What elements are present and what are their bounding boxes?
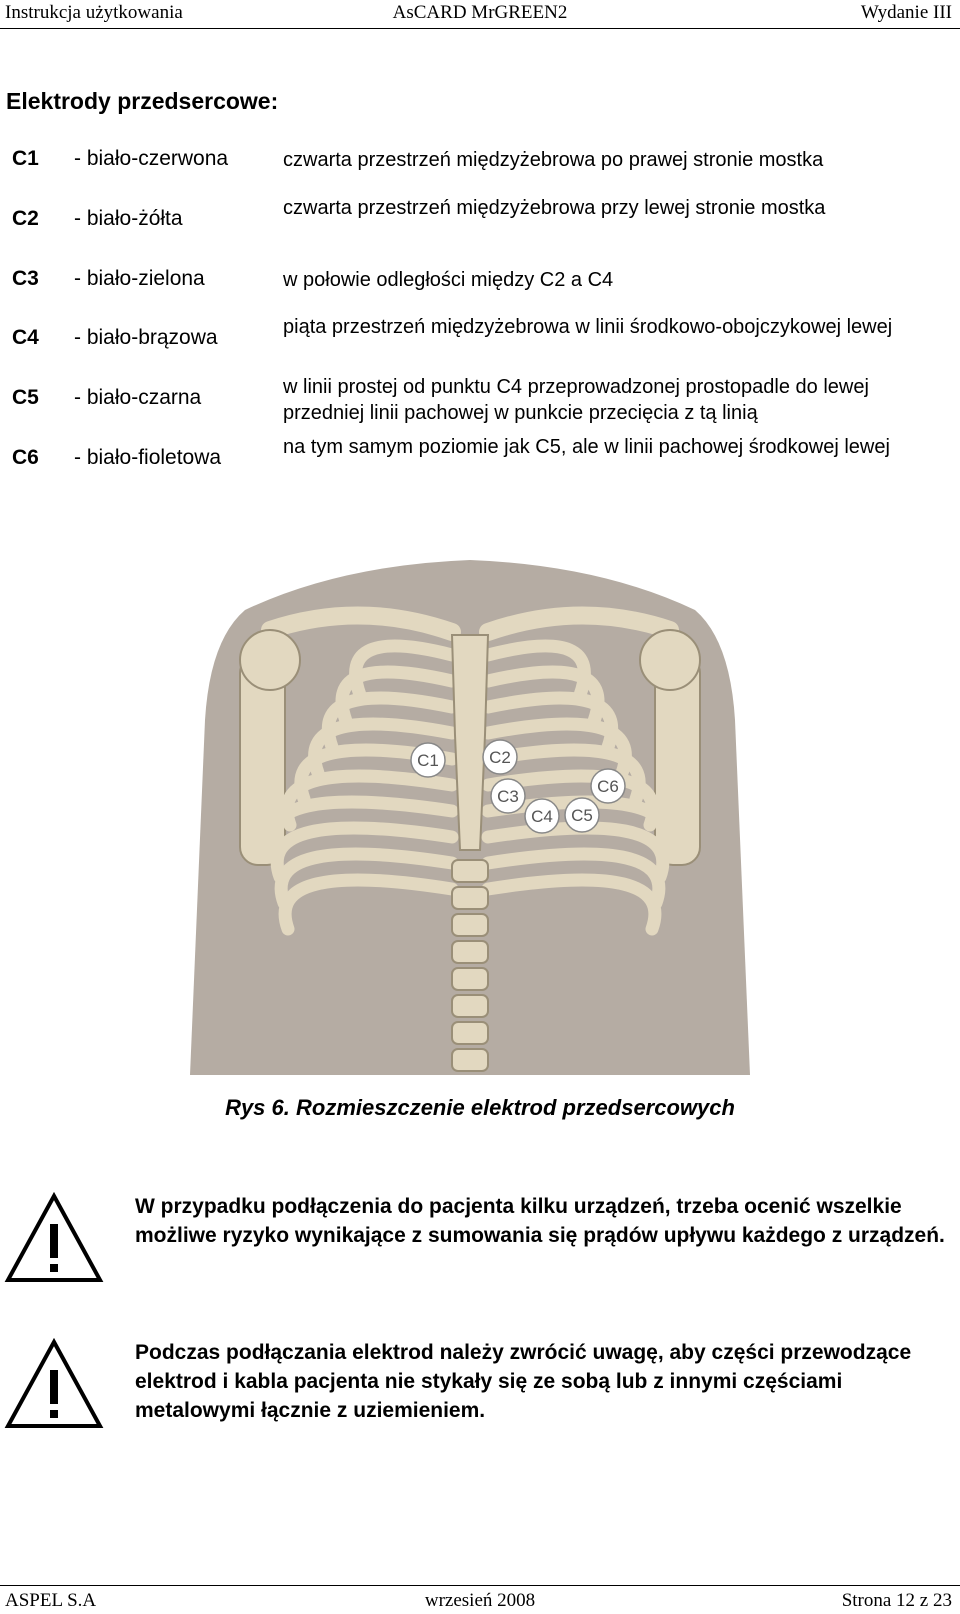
electrode-color: - biało-czarna xyxy=(74,386,202,409)
electrode-marker-label: C3 xyxy=(497,787,519,806)
electrode-description: piąta przestrzeń międzyżebrowa w linii środkowo-obojczykowej lewej xyxy=(283,316,893,338)
vertebra xyxy=(452,887,488,909)
vertebra xyxy=(452,1049,488,1071)
electrode-code: C4 xyxy=(12,326,39,349)
shoulder-right xyxy=(240,630,300,690)
electrode-code: C6 xyxy=(12,446,39,469)
vertebra xyxy=(452,995,488,1017)
vertebra xyxy=(452,860,488,882)
vertebra xyxy=(452,914,488,936)
header-right: Wydanie III xyxy=(860,2,952,23)
electrode-color: - biało-zielona xyxy=(74,267,205,290)
chest-skeleton-figure xyxy=(190,560,750,1075)
vertebra xyxy=(452,941,488,963)
electrode-description: na tym samym poziomie jak C5, ale w linii pachowej środkowej lewej xyxy=(283,436,890,458)
electrode-description: czwarta przestrzeń międzyżebrowa przy lewej stronie mostka xyxy=(283,197,826,219)
section-title: Elektrody przedsercowe: xyxy=(6,88,279,114)
electrode-color: - biało-brązowa xyxy=(74,326,218,349)
footer-center: wrzesień 2008 xyxy=(424,1590,536,1611)
electrode-description: w połowie odległości między C2 a C4 xyxy=(283,269,614,291)
electrode-marker-label: C2 xyxy=(489,748,511,767)
vertebra xyxy=(452,968,488,990)
warning-triangle-icon xyxy=(4,1338,104,1430)
electrode-code: C5 xyxy=(12,386,39,409)
electrode-marker-label: C4 xyxy=(531,807,553,826)
electrode-code: C2 xyxy=(12,207,39,230)
electrode-color: - biało-żółta xyxy=(74,207,183,230)
header-center: AsCARD MrGREEN2 xyxy=(392,2,568,23)
electrode-marker-label: C1 xyxy=(417,751,439,770)
header-left: Instrukcja użytkowania xyxy=(5,2,183,23)
electrode-color: - biało-czerwona xyxy=(74,147,229,170)
electrode-description: w linii prostej od punktu C4 przeprowadzonej prostopadle do lewej przedniej linii pachowej w punkcie przecięcia z tą linią xyxy=(283,376,869,424)
electrode-color: - biało-fioletowa xyxy=(74,446,222,469)
shoulder-left xyxy=(640,630,700,690)
vertebra xyxy=(452,1022,488,1044)
warning-triangle-icon xyxy=(4,1192,104,1284)
electrode-code: C3 xyxy=(12,267,39,290)
figure-caption: Rys 6. Rozmieszczenie elektrod przedsercowych xyxy=(225,1095,735,1120)
page-header xyxy=(0,0,960,29)
electrode-marker-label: C5 xyxy=(571,806,593,825)
electrode-code: C1 xyxy=(12,147,39,170)
footer-left: ASPEL S.A xyxy=(5,1590,97,1611)
electrode-description: czwarta przestrzeń międzyżebrowa po prawej stronie mostka xyxy=(283,149,824,171)
electrode-marker-label: C6 xyxy=(597,777,619,796)
warning-text: W przypadku podłączenia do pacjenta kilku urządzeń, trzeba ocenić wszelkie możliwe ryzyko wynikające z sumowania się prądów upływu każdego z urządzeń. xyxy=(135,1195,945,1247)
footer-right: Strona 12 z 23 xyxy=(841,1590,952,1611)
warning-text: Podczas podłączania elektrod należy zwrócić uwagę, aby części przewodzące elektrod i kabla pacjenta nie stykały się ze sobą lub z innymi częściami metalowymi łącznie z uziemieniem. xyxy=(135,1341,912,1422)
page-footer xyxy=(0,1585,960,1614)
